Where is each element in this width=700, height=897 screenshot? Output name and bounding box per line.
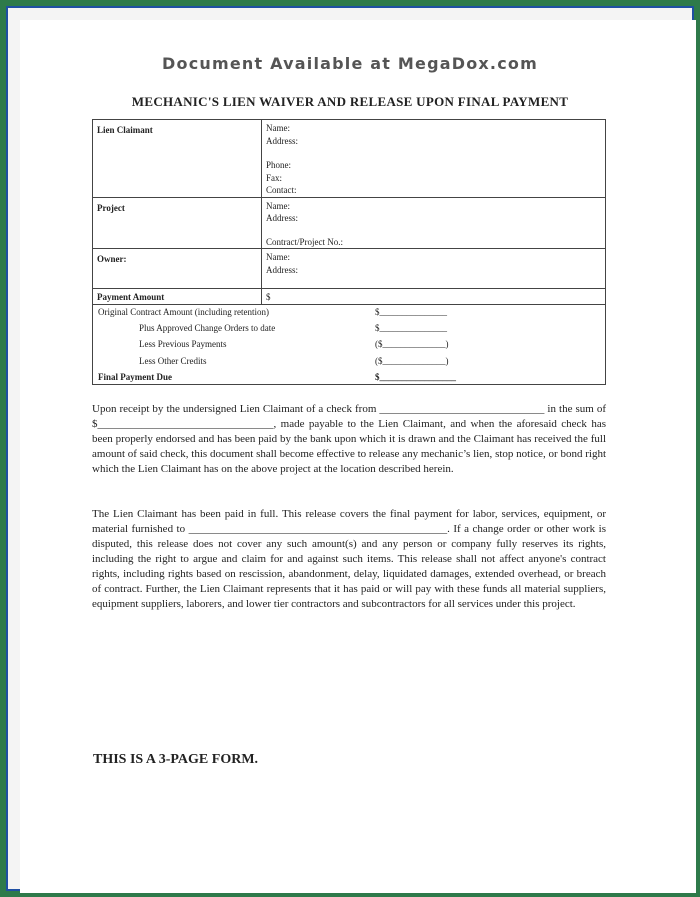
lien-claimant-fields (262, 120, 606, 198)
payment-amount-field[interactable]: $ (262, 289, 606, 305)
project-address-field[interactable]: Address: (266, 213, 298, 223)
project-name-field[interactable]: Name: (266, 200, 290, 211)
payment-row-amount[interactable]: $_______________ (375, 323, 447, 333)
payment-row-amount[interactable]: $_________________ (375, 372, 456, 382)
payment-row-amount[interactable]: $_______________ (375, 307, 447, 317)
owner-row (93, 249, 606, 289)
owner-fields (262, 249, 606, 289)
payment-row-label: Final Payment Due (98, 372, 172, 382)
payment-row-label: Original Contract Amount (including retention) (98, 307, 269, 317)
payment-amount-label: Payment Amount (93, 289, 262, 305)
lien-claimant-row (93, 120, 606, 198)
release-paragraph-1 (92, 402, 606, 477)
source-banner: Document Available at MegaDox.com (162, 54, 538, 73)
payment-row-label: Less Other Credits (139, 356, 207, 366)
lien-claimant-phone-field[interactable]: Phone: (266, 160, 292, 170)
payment-row-previous-payments (93, 339, 605, 352)
spacer (266, 147, 601, 159)
lien-claimant-contact-field[interactable]: Contact: (266, 185, 297, 195)
payment-row-change-orders (93, 323, 605, 336)
lien-claimant-label: Lien Claimant (93, 120, 262, 198)
payment-row-original-contract (93, 307, 605, 320)
payment-breakdown (92, 304, 606, 385)
owner-label: Owner: (93, 249, 262, 289)
page-count-notice: THIS IS A 3-PAGE FORM. (93, 752, 259, 767)
release-paragraph-2 (92, 507, 606, 612)
payment-amount-row (93, 289, 606, 305)
project-row (93, 197, 606, 249)
payment-row-amount[interactable]: ($______________) (375, 339, 449, 349)
spacer (266, 225, 601, 236)
payment-row-label: Less Previous Payments (139, 339, 227, 349)
form-title: MECHANIC'S LIEN WAIVER AND RELEASE UPON FINAL PAYMENT (131, 94, 569, 109)
payment-row-amount[interactable]: ($______________) (375, 356, 449, 366)
lien-claimant-fax-field[interactable]: Fax: (266, 172, 283, 183)
paragraph-text: The Lien Claimant has been paid in full. This release covers the final payment for labor, services, equipment, or material furnished to _______________________________________________. If a change order or other work is disputed, this release does not cover any such amount(s) and any person or company fully reserves its rights, including the right to argue and claim for and against such items. This release shall not affect anyone's contract rights, including rights based on rescission, abandonment, delay, liquidated damages, extended overhead, or breach of contract. Further, the Lien Claimant represents that it has paid or will pay with these funds all material suppliers, equipment suppliers, laborers, and lower tier contractors and subcontractors for all services under this project. (92, 508, 606, 610)
project-fields (262, 197, 606, 249)
lien-claimant-address-field[interactable]: Address: (266, 135, 298, 146)
payment-row-final-due (93, 372, 605, 385)
lien-claimant-name-field[interactable]: Name: (266, 123, 290, 133)
owner-name-field[interactable]: Name: (266, 252, 290, 262)
payment-row-other-credits (93, 356, 605, 369)
project-contract-no-field[interactable]: Contract/Project No.: (266, 236, 343, 247)
project-label: Project (93, 197, 262, 249)
party-info-table (92, 119, 606, 305)
owner-address-field[interactable]: Address: (266, 264, 298, 275)
paragraph-text: Upon receipt by the undersigned Lien Claimant of a check from ______________________________ in the sum of $________________________________, made payable to the Lien Claimant, and when the aforesaid check has been properly endorsed and has been paid by the bank upon which it is drawn and the Claimant has received the full amount of said check, this document shall become effective to release any mechanic’s lien, stop notice, or bond right which the Lien Claimant has on the above project at the location described herein. (92, 403, 606, 475)
payment-row-label: Plus Approved Change Orders to date (139, 323, 276, 333)
